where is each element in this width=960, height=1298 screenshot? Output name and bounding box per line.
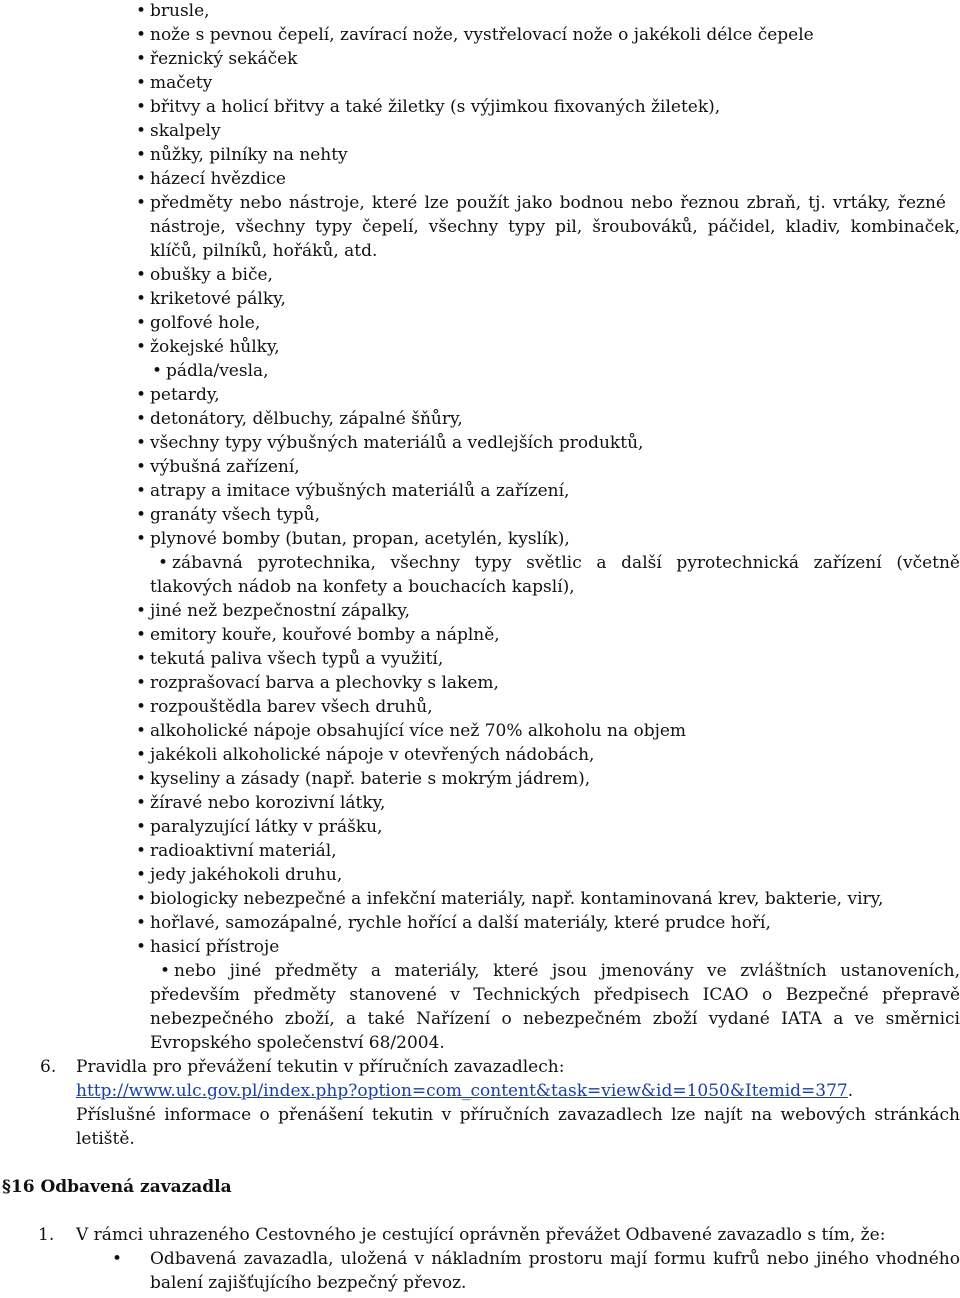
list-item-continuation: tlakových nádob na konfety a bouchacích kapslí),: [150, 577, 575, 597]
ulc-link[interactable]: http://www.ulc.gov.pl/index.php?option=com_content&task=view&id=1050&Itemid=377: [76, 1081, 848, 1101]
list-item-continuation: především předměty stanovené v Technických předpisech ICAO o Bezpečné přepravě: [150, 985, 960, 1005]
link-line: [76, 1081, 853, 1101]
list-item: • předměty nebo nástroje, které lze použít jako bodnou nebo řeznou zbraň, tj. vrtáky, řezné: [150, 193, 946, 213]
list-item: Odbavená zavazadla, uložená v nákladním prostoru mají formu kufrů nebo jiného vhodného: [150, 1249, 960, 1269]
item-text: V rámci uhrazeného Cestovného je cestující oprávněn převážet Odbavené zavazadlo s tím, že:: [76, 1225, 886, 1245]
list-item: • golfové hole,: [150, 313, 260, 333]
list-item: • všechny typy výbušných materiálů a vedlejších produktů,: [150, 433, 643, 453]
section-heading: §16 Odbavená zavazadla: [2, 1177, 232, 1197]
list-item: • emitory kouře, kouřové bomby a náplně,: [150, 625, 500, 645]
link-suffix: .: [847, 1081, 854, 1101]
list-item-continuation: nástroje, všechny typy čepelí, všechny typy pil, šroubováků, páčidel, kladiv, kombinaček,: [150, 217, 960, 237]
list-item: • rozprašovací barva a plechovky s lakem,: [150, 673, 499, 693]
item-text: Příslušné informace o přenášení tekutin v příručních zavazadlech lze najít na webových stránkách: [76, 1105, 960, 1125]
list-item-continuation: balení zajišťujícího bezpečný převoz.: [150, 1273, 467, 1293]
list-item: • házecí hvězdice: [150, 169, 286, 189]
list-item: • řeznický sekáček: [150, 49, 297, 69]
list-item: • žíravé nebo korozivní látky,: [150, 793, 385, 813]
item-number: 1.: [38, 1225, 55, 1245]
list-item: • radioaktivní materiál,: [150, 841, 337, 861]
list-item: • paralyzující látky v prášku,: [150, 817, 383, 837]
list-item: • obušky a biče,: [150, 265, 273, 285]
item-number: 6.: [40, 1057, 57, 1077]
list-item: • nože s pevnou čepelí, zavírací nože, vystřelovací nože o jakékoli délce čepele: [150, 25, 814, 45]
list-item: • petardy,: [150, 385, 220, 405]
list-item: • hasicí přístroje: [150, 937, 279, 957]
list-item: • břitvy a holicí břitvy a také žiletky (s výjimkou fixovaných žiletek),: [150, 97, 720, 117]
list-item: • kriketové pálky,: [150, 289, 286, 309]
list-item: • granáty všech typů,: [150, 505, 320, 525]
item-text: Pravidla pro převážení tekutin v příručních zavazadlech:: [76, 1057, 565, 1077]
list-item: • kyseliny a zásady (např. baterie s mokrým jádrem),: [150, 769, 590, 789]
list-item: • detonátory, dělbuchy, zápalné šňůry,: [150, 409, 463, 429]
list-item: • mačety: [150, 73, 212, 93]
list-item: • nebo jiné předměty a materiály, které jsou jmenovány ve zvláštních ustanoveních,: [174, 961, 960, 981]
item-text: letiště.: [76, 1129, 135, 1149]
list-item: • hořlavé, samozápalné, rychle hořící a další materiály, které prudce hoří,: [150, 913, 771, 933]
list-item: • jedy jakéhokoli druhu,: [150, 865, 342, 885]
list-item-continuation: klíčů, pilníků, hořáků, atd.: [150, 241, 378, 261]
list-item: • rozpouštědla barev všech druhů,: [150, 697, 433, 717]
list-item: • nůžky, pilníky na nehty: [150, 145, 348, 165]
list-item: • biologicky nebezpečné a infekční materiály, např. kontaminovaná krev, bakterie, viry,: [150, 889, 883, 909]
list-item: • skalpely: [150, 121, 221, 141]
list-item: • plynové bomby (butan, propan, acetylén, kyslík),: [150, 529, 570, 549]
list-item: • alkoholické nápoje obsahující více než 70% alkoholu na objem: [150, 721, 686, 741]
list-item: • atrapy a imitace výbušných materiálů a zařízení,: [150, 481, 569, 501]
list-item: • tekutá paliva všech typů a využití,: [150, 649, 443, 669]
list-item: • jakékoli alkoholické nápoje v otevřených nádobách,: [150, 745, 594, 765]
list-item: • žokejské hůlky,: [150, 337, 280, 357]
list-item: • zábavná pyrotechnika, všechny typy světlic a další pyrotechnická zařízení (včetně: [172, 553, 960, 573]
bullet-icon: •: [112, 1249, 123, 1269]
list-item: • brusle,: [150, 1, 210, 21]
list-item: • jiné než bezpečnostní zápalky,: [150, 601, 410, 621]
list-item-continuation: Evropského společenství 68/2004.: [150, 1033, 445, 1053]
list-item-continuation: nebezpečného zboží, a také Nařízení o nebezpečném zboží vydané IATA a ve směrnici: [150, 1009, 960, 1029]
list-item: • pádla/vesla,: [166, 361, 269, 381]
list-item: • výbušná zařízení,: [150, 457, 300, 477]
